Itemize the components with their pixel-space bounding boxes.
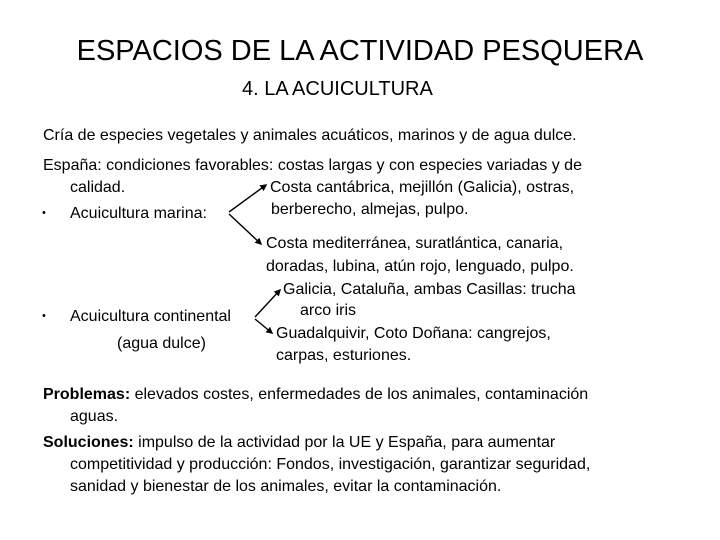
continental-branch-1-line-1: Galicia, Cataluña, ambas Casillas: trucha	[283, 281, 576, 298]
marina-arrow-up	[229, 185, 266, 212]
marina-arrow-down	[229, 214, 261, 244]
slide-title: ESPACIOS DE LA ACTIVIDAD PESQUERA	[76, 35, 644, 67]
continental-label-line-2: (agua dulce)	[117, 335, 206, 352]
solutions-line-2: competitividad y producción: Fondos, investigación, garantizar seguridad,	[70, 456, 591, 473]
continental-arrow-up	[255, 290, 280, 317]
continental-arrow-down	[255, 319, 272, 333]
solutions-line-3: sanidad y bienestar de los animales, evitar la contaminación.	[70, 478, 502, 495]
marina-branch-2-line-2: doradas, lubina, atún rojo, lenguado, pulpo.	[266, 258, 574, 275]
continental-branch-2-line-2: carpas, esturiones.	[276, 347, 412, 364]
marina-label: Acuicultura marina:	[70, 205, 207, 222]
intro-line-2: España: condiciones favorables: costas largas y con especies variadas y de	[43, 157, 582, 174]
problems-label: Problemas:	[43, 386, 131, 403]
continental-branch-2-line-1: Guadalquivir, Coto Doñana: cangrejos,	[276, 325, 551, 342]
slide-subtitle: 4. LA ACUICULTURA	[242, 78, 433, 100]
problems-text: elevados costes, enfermedades de los animales, contaminación	[130, 386, 589, 403]
marina-branch-1-line-2: berberecho, almejas, pulpo.	[271, 201, 469, 218]
intro-line-1: Cría de especies vegetales y animales acuáticos, marinos y de agua dulce.	[43, 127, 577, 144]
problems-line-1	[43, 387, 588, 403]
problems-line-2: aguas.	[70, 408, 119, 425]
marina-branch-2-line-1: Costa mediterránea, suratlántica, canaria,	[266, 235, 564, 252]
bullet-marker: •	[42, 310, 46, 322]
continental-branch-1-line-2: arco iris	[300, 302, 357, 319]
continental-label-line-1: Acuicultura continental	[70, 308, 231, 325]
solutions-line-1	[43, 435, 555, 451]
solutions-text: impulso de la actividad por la UE y España, para aumentar	[133, 434, 556, 451]
marina-branch-1-line-1: Costa cantábrica, mejillón (Galicia), ostras,	[270, 179, 575, 196]
intro-line-3: calidad.	[70, 179, 126, 196]
bullet-marker: •	[42, 207, 46, 219]
solutions-label: Soluciones:	[43, 434, 134, 451]
